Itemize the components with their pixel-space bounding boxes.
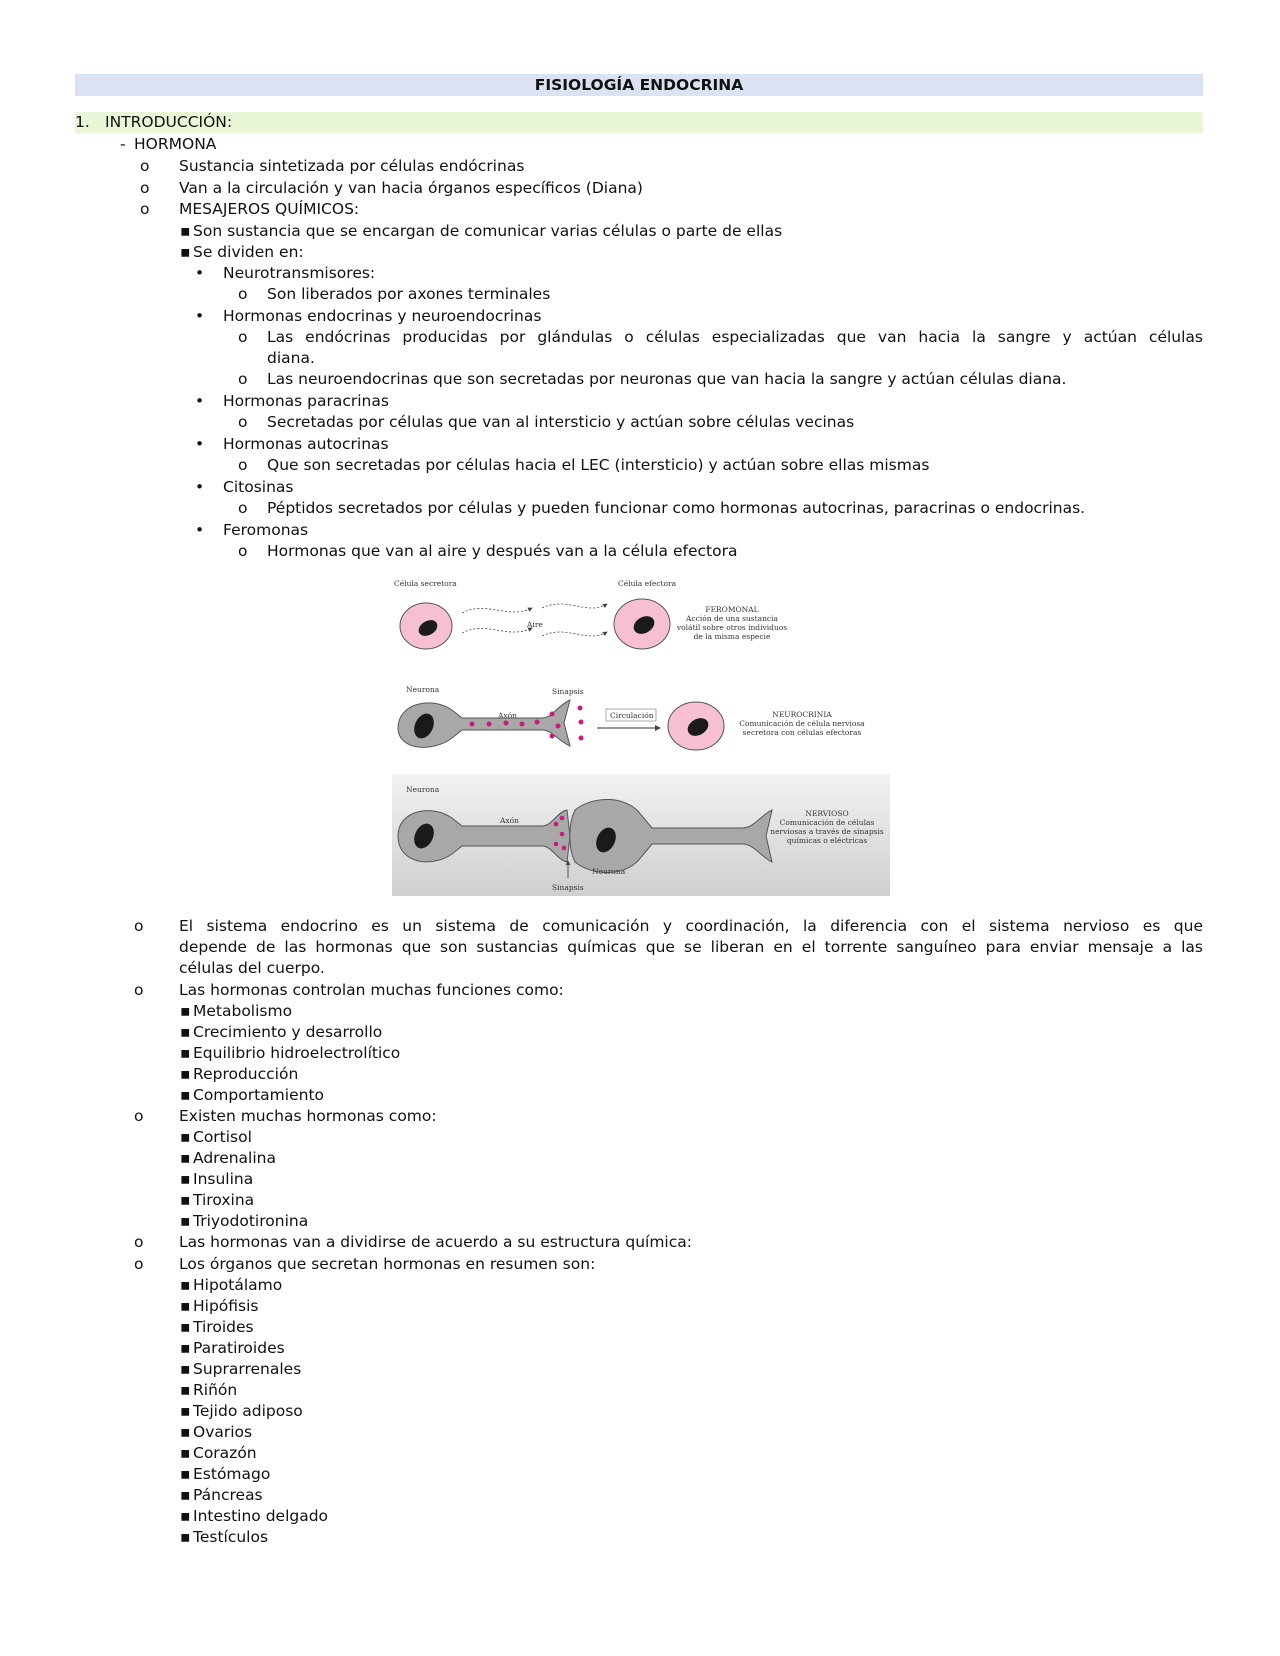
organos-item: Estómago [193,1465,271,1483]
label-feromonal: FEROMONAL [705,605,759,614]
air-wave [542,604,607,608]
organos-item: Intestino delgado [193,1507,329,1525]
label-neurona: Neurona [406,685,440,694]
type-neurotransmisores: Neurotransmisores: [223,264,376,282]
nervioso-desc-3: químicas o eléctricas [786,836,868,845]
square-marker: ▪ [180,222,191,240]
type-feromonas: Feromonas [223,521,309,539]
mensajeros-sub-2: Se dividen en: [193,243,304,261]
communication-types-figure [392,578,890,896]
square-marker: ▪ [180,1128,191,1146]
circle-marker: o [140,179,150,197]
square-marker: ▪ [180,1149,191,1167]
organos-item: Páncreas [193,1486,263,1504]
square-marker: ▪ [180,1297,191,1315]
square-marker: ▪ [180,1276,191,1294]
type-citosinas: Citosinas [223,478,294,496]
circle-marker: o [238,499,248,517]
type-endocrinas-desc-line1: Las endócrinas producidas por glándulas o células especializadas que van hacia la sangre y actúan células [267,328,1203,346]
label-sinapsis: Sinapsis [552,687,584,696]
label-neurona-2: Neurona [406,785,440,794]
label-nervioso: NERVIOSO [805,809,849,818]
intro-item-3: MESAJEROS QUÍMICOS: [179,200,360,218]
square-marker: ▪ [180,1465,191,1483]
label-aire: Aire [527,620,543,629]
label-axon-2: Axón [500,816,519,825]
organos-item: Riñón [193,1381,238,1399]
organos-item: Hipófisis [193,1297,259,1315]
controlan-item: Metabolismo [193,1002,293,1020]
type-neurotransmisores-desc: Son liberados por axones terminales [267,285,551,303]
dot-marker: • [195,435,205,453]
type-citosinas-desc: Péptidos secretados por células y pueden funcionar como hormonas autocrinas, paracrinas o endocrinas. [267,499,1086,517]
type-endocrinas-desc-line2: diana. [267,349,315,367]
label-sinapsis-2: Sinapsis [552,883,584,892]
label-neurona-3: Neurona [592,867,626,876]
dash-marker: - [120,135,126,153]
organos-item: Hipotálamo [193,1276,283,1294]
circle-marker: o [140,200,150,218]
existen-item: Adrenalina [193,1149,276,1167]
square-marker: ▪ [180,1318,191,1336]
square-marker: ▪ [180,1002,191,1020]
dot-marker: • [195,521,205,539]
dot-marker: • [195,307,205,325]
label-celula-secretora: Célula secretora [394,579,457,588]
type-endocrinas: Hormonas endocrinas y neuroendocrinas [223,307,542,325]
organos-item: Suprarrenales [193,1360,302,1378]
existen-item: Triyodotironina [193,1212,309,1230]
square-marker: ▪ [180,1339,191,1357]
figure-svg [392,578,890,896]
dividirse-item: Las hormonas van a dividirse de acuerdo a su estructura química: [179,1233,692,1251]
organos-item: Tiroides [193,1318,254,1336]
circle-marker: o [134,1107,144,1125]
square-marker: ▪ [180,1423,191,1441]
type-paracrinas-desc: Secretadas por células que van al intersticio y actúan sobre células vecinas [267,413,855,431]
air-wave [462,608,532,613]
circle-marker: o [238,328,248,346]
air-wave [542,632,607,636]
label-circulacion: Circulación [610,711,654,720]
controlan-item: Crecimiento y desarrollo [193,1023,383,1041]
type-neuroendocrinas-desc: Las neuroendocrinas que son secretadas por neuronas que van hacia la sangre y actúan células diana. [267,370,1067,388]
organos-item: Corazón [193,1444,257,1462]
existen-item: Cortisol [193,1128,252,1146]
section-heading [75,112,1203,133]
circle-marker: o [134,1255,144,1273]
controlan-item: Equilibrio hidroelectrolítico [193,1044,401,1062]
sistema-line-1: El sistema endocrino es un sistema de comunicación y coordinación, la diferencia con el sistema nervioso es que [179,917,1203,935]
square-marker: ▪ [180,1528,191,1546]
sistema-line-2: depende de las hormonas que son sustancias químicas que se liberan en el torrente sanguíneo para enviar mensaje a las [179,938,1203,956]
label-celula-efectora: Célula efectora [618,579,677,588]
square-marker: ▪ [180,243,191,261]
circle-marker: o [134,917,144,935]
dot-marker: • [195,264,205,282]
square-marker: ▪ [180,1023,191,1041]
square-marker: ▪ [180,1065,191,1083]
existen-heading: Existen muchas hormonas como: [179,1107,437,1125]
type-paracrinas: Hormonas paracrinas [223,392,389,410]
square-marker: ▪ [180,1486,191,1504]
controlan-item: Comportamiento [193,1086,325,1104]
neurocrinia-desc-2: secretora con células efectoras [742,728,862,737]
circle-marker: o [134,981,144,999]
square-marker: ▪ [180,1212,191,1230]
square-marker: ▪ [180,1381,191,1399]
existen-item: Tiroxina [193,1191,255,1209]
hormona-heading: HORMONA [134,135,217,153]
section-label: INTRODUCCIÓN: [105,113,233,131]
square-marker: ▪ [180,1086,191,1104]
type-feromonas-desc: Hormonas que van al aire y después van a la célula efectora [267,542,738,560]
section-number: 1. [75,113,90,131]
square-marker: ▪ [180,1170,191,1188]
sistema-line-3: células del cuerpo. [179,959,325,977]
circle-marker: o [134,1233,144,1251]
square-marker: ▪ [180,1191,191,1209]
type-autocrinas: Hormonas autocrinas [223,435,389,453]
document-title: FISIOLOGÍA ENDOCRINA [75,74,1203,96]
square-marker: ▪ [180,1402,191,1420]
circle-marker: o [238,285,248,303]
nervioso-desc-2: nerviosas a través de sinapsis [770,827,884,836]
existen-item: Insulina [193,1170,254,1188]
label-neurocrinia: NEUROCRINIA [772,710,832,719]
organos-item: Paratiroides [193,1339,285,1357]
square-marker: ▪ [180,1044,191,1062]
feromonal-desc-2: volátil sobre otros individuos [676,623,788,632]
dot-marker: • [195,392,205,410]
feromonal-desc-1: Acción de una sustancia [686,614,778,623]
label-axon: Axón [498,711,517,720]
circle-marker: o [238,370,248,388]
dot-marker: • [195,478,205,496]
organos-item: Tejido adiposo [193,1402,303,1420]
square-marker: ▪ [180,1507,191,1525]
circle-marker: o [238,413,248,431]
circle-marker: o [140,157,150,175]
intro-item-2: Van a la circulación y van hacia órganos específicos (Diana) [179,179,643,197]
controlan-item: Reproducción [193,1065,299,1083]
square-marker: ▪ [180,1444,191,1462]
type-autocrinas-desc: Que son secretadas por células hacia el LEC (intersticio) y actúan sobre ellas mismas [267,456,930,474]
nervioso-desc-1: Comunicación de células [779,818,875,827]
mensajeros-sub-1: Son sustancia que se encargan de comunicar varias células o parte de ellas [193,222,783,240]
air-wave [462,628,532,633]
organos-heading: Los órganos que secretan hormonas en resumen son: [179,1255,596,1273]
feromonal-desc-3: de la misma especie [693,632,771,641]
circle-marker: o [238,542,248,560]
controlan-heading: Las hormonas controlan muchas funciones como: [179,981,564,999]
neurocrinia-desc-1: Comunicación de célula nerviosa [739,719,865,728]
circle-marker: o [238,456,248,474]
square-marker: ▪ [180,1360,191,1378]
organos-item: Ovarios [193,1423,253,1441]
organos-item: Testículos [193,1528,269,1546]
intro-item-1: Sustancia sintetizada por células endócrinas [179,157,525,175]
